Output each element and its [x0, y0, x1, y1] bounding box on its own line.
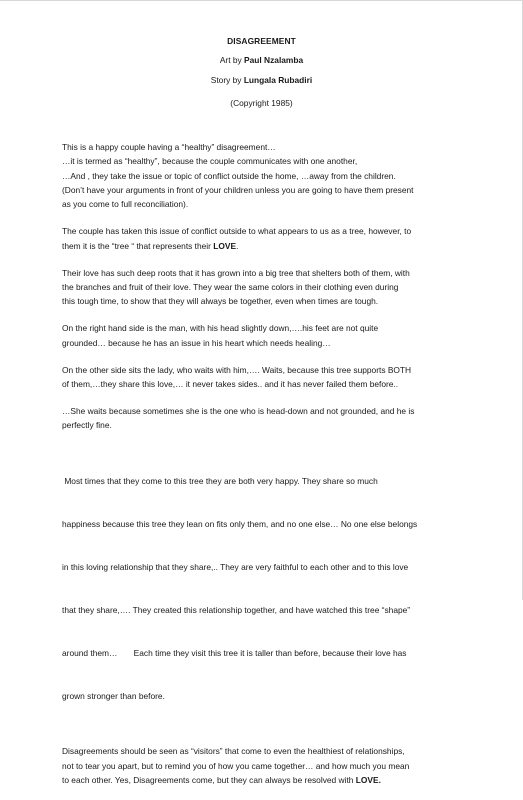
art-credit-prefix: Art by: [219, 55, 245, 65]
text-line: …it is termed as “healthy”, because the couple communicates with one another,: [62, 156, 358, 167]
emphasis-love: LOVE: [213, 240, 237, 251]
text-line: happiness because this tree they lean on fits only them, and no one else… No one else belongs: [62, 519, 418, 530]
paragraph-7: [62, 446, 472, 732]
story-credit-prefix: Story by: [210, 75, 244, 85]
text-line: The couple has taken this issue of conflict outside to what appears to us as a tree, however, to: [62, 226, 412, 237]
art-credit: [0, 55, 523, 66]
text-line: This is a happy couple having a “healthy” disagreement…: [62, 142, 276, 152]
text-line: around them… Each time they visit this tree it is taller than before, because their love has: [62, 647, 407, 658]
text-line: On the right hand side is the man, with his head slightly down,….his feet are not quite: [62, 323, 379, 334]
copyright-line: (Copyright 1985): [230, 98, 293, 108]
text-run: them it is the “tree “ that represents their: [62, 240, 214, 251]
text-line: grown stronger than before.: [62, 690, 165, 701]
text-line: of them,…they share this love,… it never takes sides.. and it has never failed them before..: [62, 379, 399, 390]
paragraph-8: [62, 744, 472, 787]
paragraph-1: [62, 140, 472, 211]
text-line: Disagreements should be seen as “visitors” that come to even the healthiest of relationships,: [62, 746, 405, 757]
text-line: in this loving relationship that they share,.. They are very faithful to each other and to this love: [62, 561, 409, 572]
paragraph-5: [62, 363, 472, 392]
artist-name: Paul Nzalamba: [244, 55, 304, 65]
document-body: [62, 140, 472, 800]
text-line: [62, 239, 472, 253]
paragraph-6: [62, 404, 472, 433]
text-line: [62, 773, 472, 787]
text-line: …And , they take the issue or topic of conflict outside the home, …away from the children.: [62, 170, 396, 181]
text-line: this tough time, to show that they will always be together, even when times are tough.: [62, 296, 379, 307]
text-run: .: [236, 240, 239, 251]
paragraph-4: [62, 321, 472, 350]
text-line: that they share,…. They created this relationship together, and have watched this tree “shape”: [62, 604, 411, 615]
emphasis-love: LOVE.: [355, 774, 381, 785]
text-line: not to tear you apart, but to remind you of how you came together… and how much you mean: [62, 760, 410, 771]
text-run: to each other. Yes, Disagreements come, but they can always be resolved with: [62, 774, 356, 785]
text-line: …She waits because sometimes she is the one who is head-down and not grounded, and he is: [62, 406, 415, 417]
text-line: as you come to full reconciliation).: [62, 199, 189, 210]
text-line: perfectly fine.: [62, 420, 112, 431]
text-line: On the other side sits the lady, who waits with him,…. Waits, because this tree supports BOTH: [62, 364, 412, 375]
text-line: Their love has such deep roots that it has grown into a big tree that shelters both of them, with: [62, 267, 410, 278]
author-name: Lungala Rubadiri: [243, 75, 313, 85]
paragraph-2: [62, 224, 472, 253]
document-title: DISAGREEMENT: [227, 36, 296, 46]
story-credit: [0, 75, 523, 86]
text-line: grounded… because he has an issue in his heart which needs healing…: [62, 337, 331, 348]
paragraph-3: [62, 266, 472, 309]
text-line: the branches and fruit of their love. They wear the same colors in their clothing even during: [62, 281, 399, 292]
text-line: (Don’t have your arguments in front of your children unless you are going to have them present: [62, 184, 414, 195]
text-line: Most times that they come to this tree they are both very happy. They share so much: [62, 476, 378, 487]
